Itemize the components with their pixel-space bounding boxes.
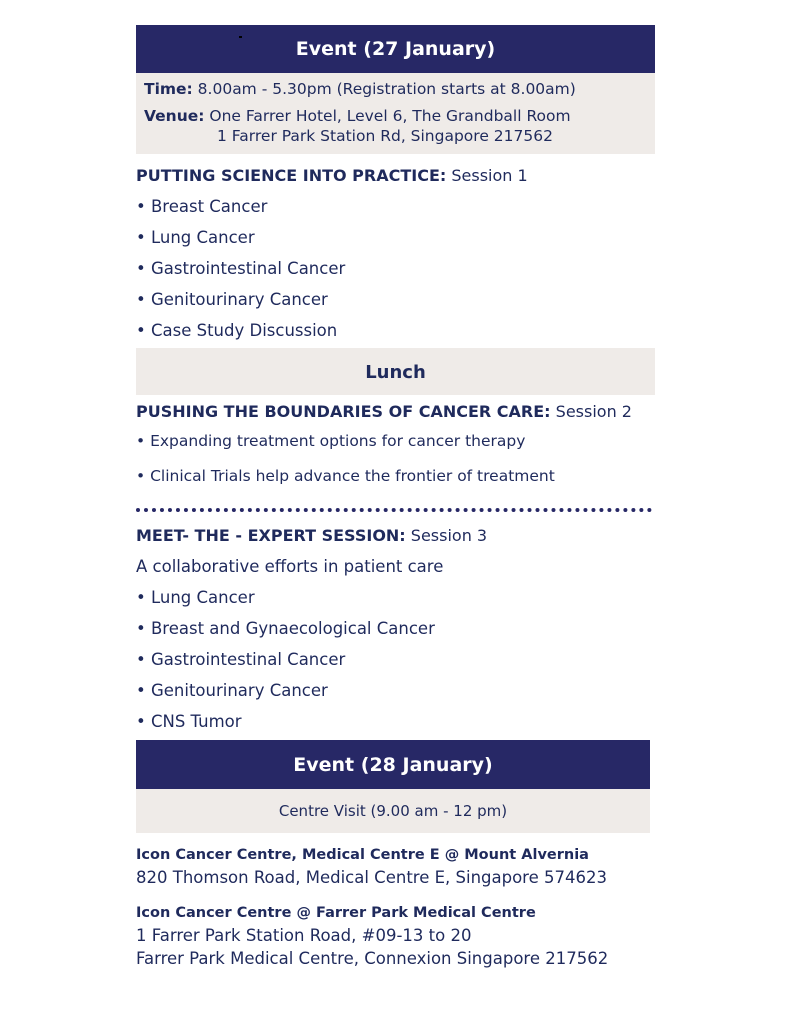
venue-address: 1 Farrer Park Station Rd, Singapore 217562 xyxy=(217,127,553,145)
venue-line xyxy=(144,107,571,125)
location-address-line: Farrer Park Medical Centre, Connexion Singapore 217562 xyxy=(136,949,609,968)
venue-value: One Farrer Hotel, Level 6, The Grandball Room xyxy=(204,107,571,125)
session-1-item: • Genitourinary Cancer xyxy=(136,290,328,309)
session-1-item: • Gastrointestinal Cancer xyxy=(136,259,346,278)
session-2-heading-bold: PUSHING THE BOUNDARIES OF CANCER CARE: xyxy=(136,402,551,421)
session-3-subtitle: A collaborative efforts in patient care xyxy=(136,557,444,576)
event-27-title: Event (27 January) xyxy=(295,38,496,60)
session-3-item: • Lung Cancer xyxy=(136,588,255,607)
event-28-header xyxy=(136,740,650,789)
time-line xyxy=(144,80,576,98)
lunch-label: Lunch xyxy=(365,362,426,383)
location-address-line: 820 Thomson Road, Medical Centre E, Singapore 574623 xyxy=(136,868,607,887)
time-value: 8.00am - 5.30pm (Registration starts at 8.00am) xyxy=(192,80,576,98)
session-1-heading xyxy=(136,166,528,185)
session-1-item: • Case Study Discussion xyxy=(136,321,338,340)
session-1-item: • Lung Cancer xyxy=(136,228,255,247)
session-3-heading-rest: Session 3 xyxy=(405,526,488,545)
decorative-dash xyxy=(239,36,242,38)
session-2-heading xyxy=(136,402,632,421)
location-address-line: 1 Farrer Park Station Road, #09-13 to 20 xyxy=(136,926,472,945)
session-2-item: • Clinical Trials help advance the frontier of treatment xyxy=(136,467,555,485)
session-2-item: • Expanding treatment options for cancer therapy xyxy=(136,432,526,450)
venue-label: Venue: xyxy=(144,107,205,125)
event-28-title: Event (28 January) xyxy=(293,753,493,776)
location-name: Icon Cancer Centre @ Farrer Park Medical Centre xyxy=(136,905,536,921)
session-3-heading xyxy=(136,526,487,545)
session-1-heading-rest: Session 1 xyxy=(446,166,528,185)
event-27-header xyxy=(136,25,655,73)
session-3-item: • Gastrointestinal Cancer xyxy=(136,650,346,669)
session-3-item: • CNS Tumor xyxy=(136,712,242,731)
centre-visit-text: Centre Visit (9.00 am - 12 pm) xyxy=(278,802,508,820)
session-3-heading-bold: MEET- THE - EXPERT SESSION: xyxy=(136,526,406,545)
session-1-heading-bold: PUTTING SCIENCE INTO PRACTICE: xyxy=(136,166,447,185)
session-3-item: • Breast and Gynaecological Cancer xyxy=(136,619,435,638)
session-1-item: • Breast Cancer xyxy=(136,197,268,216)
location-name: Icon Cancer Centre, Medical Centre E @ Mount Alvernia xyxy=(136,847,589,863)
session-3-item: • Genitourinary Cancer xyxy=(136,681,328,700)
session-2-heading-rest: Session 2 xyxy=(550,402,632,421)
dotted-divider xyxy=(136,508,652,512)
time-label: Time: xyxy=(144,80,193,98)
